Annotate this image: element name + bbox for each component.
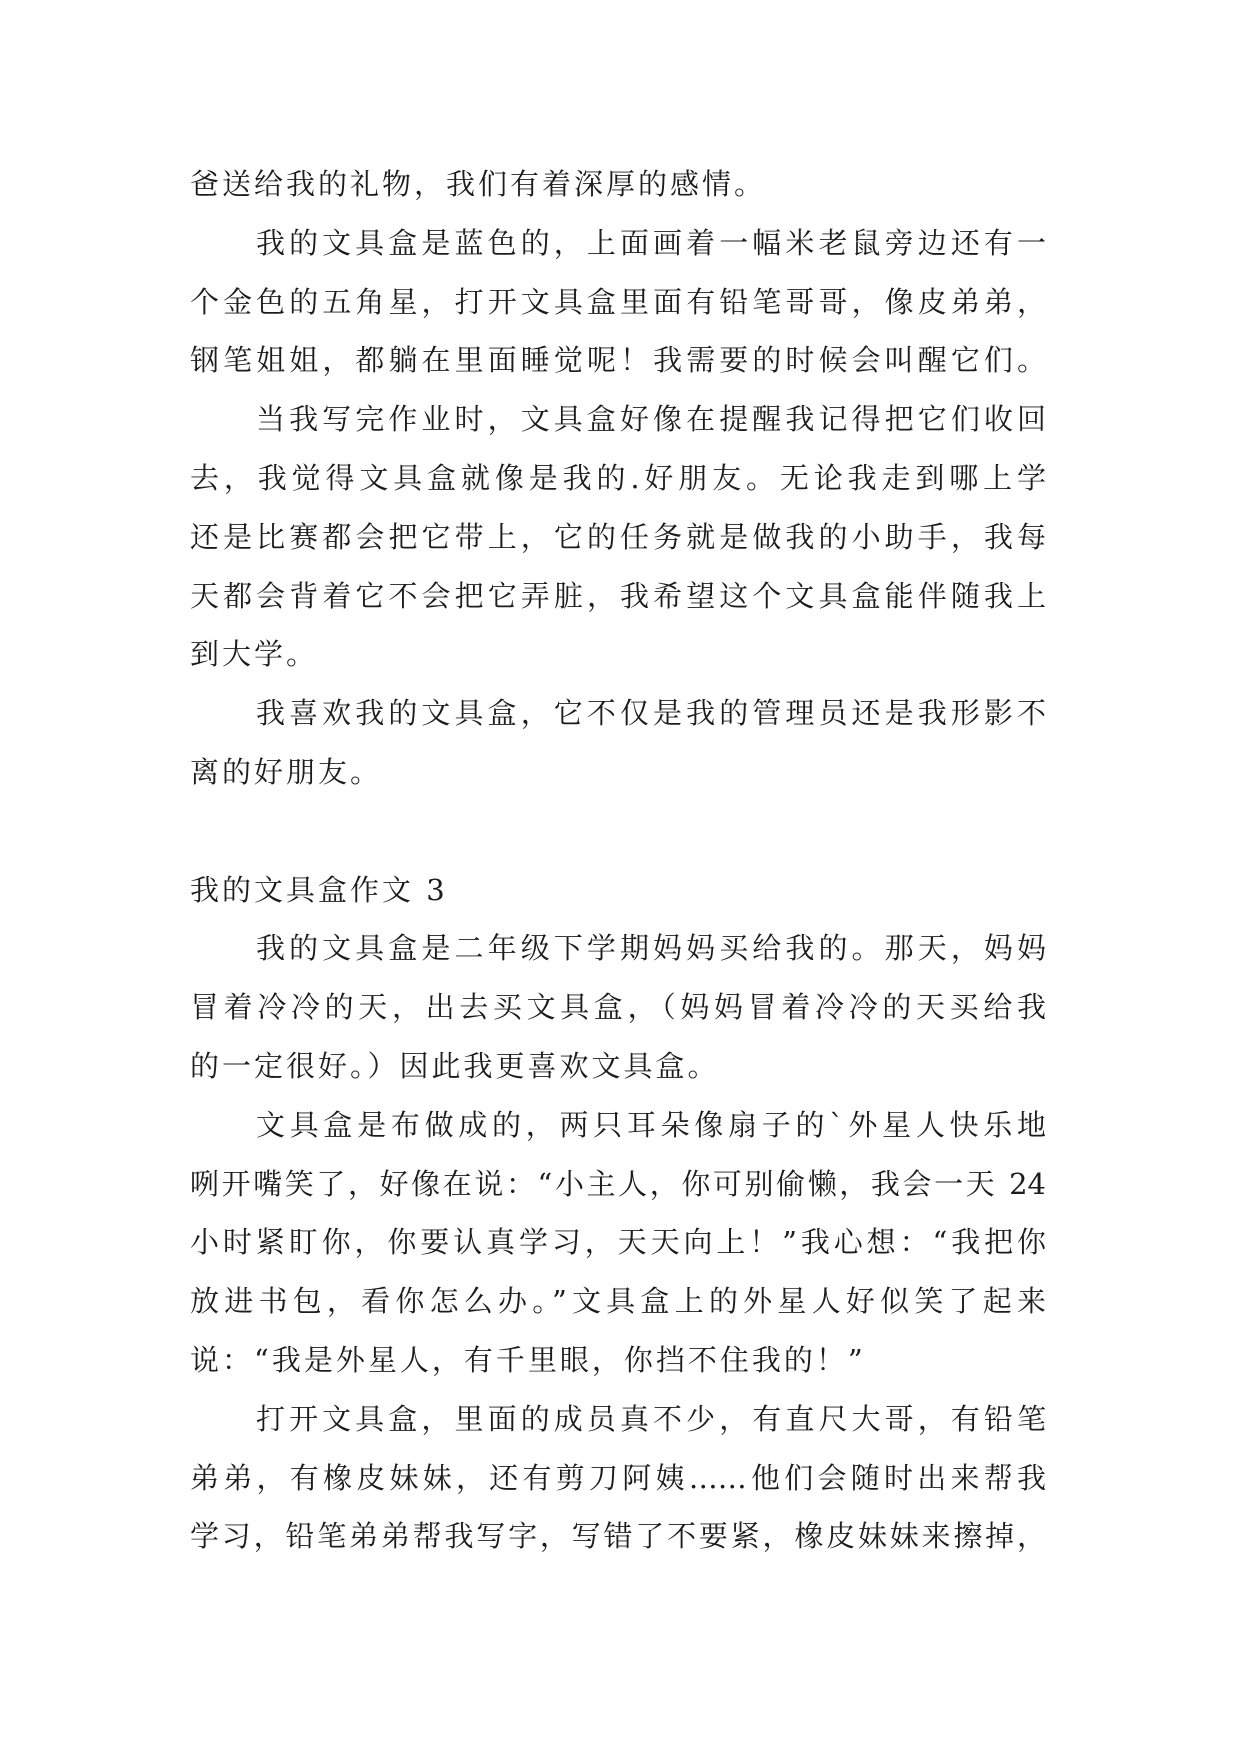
paragraph bbox=[190, 684, 1046, 802]
paragraph-line: 当我写完作业时，文具盒好像在提醒我记得把它们收回 bbox=[256, 402, 1046, 437]
document-body bbox=[190, 155, 1046, 1566]
paragraph bbox=[190, 390, 1046, 684]
paragraph bbox=[190, 1096, 1046, 1390]
paragraph-line: 我的文具盒是蓝色的，上面画着一幅米老鼠旁边还有一 bbox=[256, 225, 1046, 260]
paragraph-line: 个金色的五角星，打开文具盒里面有铅笔哥哥，像皮弟弟， bbox=[190, 284, 1046, 319]
paragraph-line: 咧开嘴笑了，好像在说：“小主人，你可别偷懒，我会一天 24 bbox=[190, 1166, 1046, 1201]
paragraph-line: 还是比赛都会把它带上，它的任务就是做我的小助手，我每 bbox=[190, 519, 1046, 554]
paragraph bbox=[190, 919, 1046, 1095]
paragraph-line: 说：“我是外星人，有千里眼，你挡不住我的！” bbox=[190, 1342, 866, 1377]
paragraph-line: 我喜欢我的文具盒，它不仅是我的管理员还是我形影不 bbox=[256, 696, 1046, 731]
paragraph-line: 放进书包，看你怎么办。”文具盒上的外星人好似笑了起来 bbox=[190, 1284, 1046, 1319]
paragraph-line: 我的文具盒是二年级下学期妈妈买给我的。那天，妈妈 bbox=[256, 931, 1046, 966]
paragraph-line: 小时紧盯你，你要认真学习，天天向上！”我心想：“我把你 bbox=[190, 1225, 1046, 1260]
paragraph-line: 离的好朋友。 bbox=[190, 754, 383, 789]
paragraph-line: 打开文具盒，里面的成员真不少，有直尺大哥，有铅笔 bbox=[256, 1401, 1046, 1436]
paragraph-line: 钢笔姐姐，都躺在里面睡觉呢！我需要的时候会叫醒它们。 bbox=[190, 343, 1046, 378]
paragraph-line: 冒着冷冷的天，出去买文具盒，（妈妈冒着冷冷的天买给我 bbox=[190, 990, 1046, 1025]
paragraph-line: 弟弟，有橡皮妹妹，还有剪刀阿姨……他们会随时出来帮我 bbox=[190, 1460, 1046, 1495]
paragraph-line: 天都会背着它不会把它弄脏，我希望这个文具盒能伴随我上 bbox=[190, 578, 1046, 613]
paragraph bbox=[190, 214, 1046, 390]
section-heading: 我的文具盒作文 3 bbox=[190, 872, 448, 907]
paragraph bbox=[190, 155, 1046, 214]
paragraph-line: 到大学。 bbox=[190, 637, 319, 672]
paragraph-line: 爸送给我的礼物，我们有着深厚的感情。 bbox=[190, 167, 767, 201]
blank-line bbox=[190, 802, 1046, 861]
paragraph-line: 的一定很好。）因此我更喜欢文具盒。 bbox=[190, 1048, 720, 1083]
paragraph-line: 学习，铅笔弟弟帮我写字，写错了不要紧，橡皮妹妹来擦掉， bbox=[190, 1519, 1046, 1554]
paragraph-line: 文具盒是布做成的，两只耳朵像扇子的`外星人快乐地 bbox=[256, 1107, 1046, 1142]
paragraph-line: 去，我觉得文具盒就像是我的.好朋友。无论我走到哪上学 bbox=[190, 460, 1046, 495]
paragraph bbox=[190, 1390, 1046, 1566]
